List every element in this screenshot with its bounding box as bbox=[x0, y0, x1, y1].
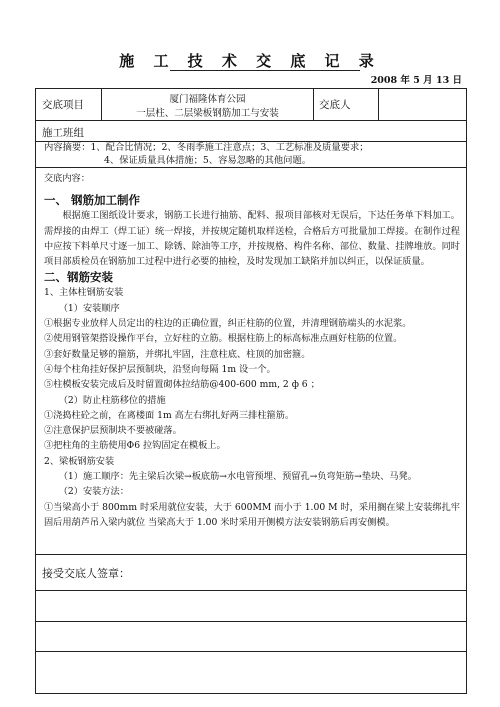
row-divider bbox=[36, 554, 466, 555]
title-underline bbox=[170, 70, 360, 71]
summary-line: 4、保证质量具体措施；5、容易忽略的其他问题。 bbox=[104, 154, 312, 166]
team-label: 施工班组 bbox=[42, 127, 84, 139]
row-divider bbox=[36, 167, 466, 168]
paragraph: 根据施工图纸设计要求，钢筋工长进行抽筋、配料、报项目部核对无误后，下达任务单下料加工。需焊接的由焊工（焊工证）统一焊接，并按规定随机取样送检，合格后方可批量加工焊接。在制作过程中应按下料单尺寸逐一加工、除锈、除油等工序，并按规格、构件名称、部位、数量、挂牌堆放。同时项目部质检员在钢筋加工过程中进行必要的抽检，及时发现加工缺陷并加以纠正，以保证质量。 bbox=[44, 210, 460, 268]
list-item: ①当梁高小于 800mm 时采用就位安装，大于 600MM 而小于 1.00 M 时，采用搁在梁上安装绑扎牢固后用葫芦吊入梁内就位 当梁高大于 1.00 米时采用开侧模方法安装钢筋后再安侧模。 bbox=[44, 501, 460, 528]
list-item: ①浇捣柱砼之前，在离楼面 1m 高左右绑扎好两三排柱箍筋。 bbox=[44, 409, 295, 421]
row-divider bbox=[36, 590, 466, 591]
summary bbox=[44, 142, 460, 167]
summary-line: 内容摘要：1、配合比情况；2、冬雨季施工注意点；3、工艺标准及质量要求； bbox=[44, 142, 369, 153]
document-date: 2008 年 5 月 13 日 bbox=[370, 75, 462, 86]
list-item: ①根据专业放样人员定出的柱边的正确位置，纠正柱筋的位置，并清理钢筋端头的水泥浆。 bbox=[44, 318, 412, 330]
section-heading: 二、钢筋安装 bbox=[44, 270, 113, 285]
project-name: 厦门福隆体育公园 bbox=[169, 94, 246, 105]
step-heading: （2）防止柱筋移位的措施 bbox=[58, 394, 166, 406]
project-scope: 一层柱、二层梁板钢筋加工与安装 bbox=[136, 108, 279, 119]
person-label: 交底人 bbox=[319, 99, 351, 111]
list-item: ④每个柱角挂好保护层预制块，沿竖向每隔 1m 设一个。 bbox=[44, 363, 276, 375]
disclosure-content bbox=[44, 171, 460, 530]
list-item: ③把柱角的主筋使用Φ6 拉钩固定在模板上。 bbox=[44, 440, 226, 452]
row-divider bbox=[36, 621, 466, 622]
row-divider bbox=[36, 120, 466, 121]
col-divider bbox=[378, 89, 379, 120]
list-item: ②注意保护层预制块不要被碰落。 bbox=[44, 425, 182, 437]
record-table bbox=[35, 88, 467, 694]
step-heading: （2）安装方法： bbox=[58, 486, 129, 498]
step-heading: （1）安装顺序 bbox=[58, 302, 120, 314]
receiver-signature-label: 接受交底人签章： bbox=[42, 567, 130, 580]
content-label: 交底内容： bbox=[44, 173, 90, 184]
section-heading: 一、 钢筋加工制作 bbox=[44, 193, 141, 208]
list-item: ②使用钢管架搭设操作平台，立好柱的立筋。根据柱筋上的标高标准点画好柱筋的位置。 bbox=[44, 333, 403, 345]
subsection-heading: 2、梁板钢筋安装 bbox=[44, 455, 115, 467]
row-divider bbox=[36, 651, 466, 652]
list-item: ⑤柱模板安装完成后及时留置砌体拉结筋@400-600 mm, 2 ф 6 ； bbox=[44, 379, 320, 391]
project-label: 交底项目 bbox=[42, 99, 84, 111]
subsection-heading: 1、主体柱钢筋安装 bbox=[44, 287, 124, 299]
step-heading: （1）施工顺序：先主梁后次梁→板底筋→水电管预埋、预留孔→负弯矩筋→垫块、马凳。 bbox=[58, 471, 417, 483]
col-divider bbox=[313, 89, 314, 120]
list-item: ③套好数量足够的箍筋，并绑扎牢固，注意柱底、柱顶的加密箍。 bbox=[44, 348, 311, 360]
document-title: 施 工 技 术 交 底 记 录 bbox=[119, 52, 381, 70]
